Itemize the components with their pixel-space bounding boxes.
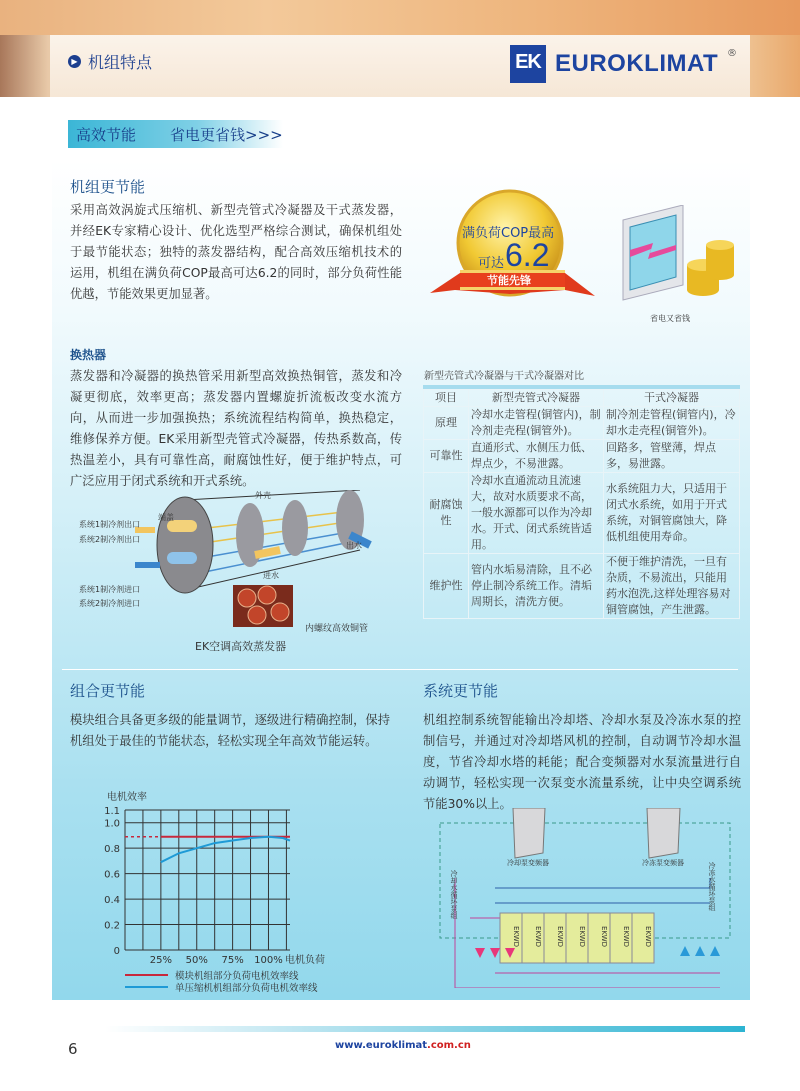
- vfd-right-label: 冷冻泵变频器: [642, 859, 684, 867]
- compare-title: 新型壳管式冷凝器与干式冷凝器对比: [424, 371, 584, 382]
- row-label: 原理: [424, 407, 469, 440]
- ekwd-unit-label: EKWD: [534, 926, 542, 948]
- ekwd-units: [500, 913, 654, 963]
- evaporator-caption: EK空调高效蒸发器: [195, 640, 287, 653]
- legend-label: 单压缩机机组部分负荷电机效率线: [175, 983, 318, 994]
- x-tick-label: 25%: [149, 955, 172, 966]
- y-tick-label: 0: [113, 946, 120, 957]
- badge-line1: 满负荷COP最高: [462, 226, 555, 241]
- cell: 管内水垢易清除，且不必停止制冷系统工作。清垢周期长，清洗方便。: [469, 554, 604, 619]
- x-tick-label: 50%: [185, 955, 208, 966]
- url-main: www.euroklimat: [335, 1040, 428, 1051]
- y-tick-label: 0.4: [104, 895, 120, 907]
- badge-ribbon-text: 节能先锋: [487, 274, 531, 287]
- table-row: [424, 554, 740, 619]
- ekwd-unit-label: EKWD: [512, 926, 520, 948]
- cell: 水系统阻力大，只适用于闭式水系统，如用于开式系统，对铜管腐蚀大，降低机组使用寿命。: [604, 473, 740, 554]
- url-tld: .com.cn: [427, 1040, 471, 1051]
- cell: 回路多，管壁薄，焊点多，易泄露。: [604, 440, 740, 473]
- water-in-arrow-icon: [255, 550, 280, 555]
- pipe-right-label: 冷冻水循环泵组: [708, 862, 716, 911]
- tag-sub: 省电更省钱>>>: [170, 126, 283, 144]
- cell: 冷却水走管程(铜管内)，制冷剂走壳程(铜管外)。: [469, 407, 604, 440]
- section-divider: [62, 669, 738, 670]
- table-header-row: [424, 390, 740, 407]
- ekwd-unit-label: EKWD: [644, 926, 652, 948]
- vfd-left-label: 冷却泵变频器: [507, 859, 549, 867]
- savings-chart-icon: [618, 205, 738, 310]
- table-row: [424, 440, 740, 473]
- badge-prefix: 可达: [478, 256, 505, 271]
- registered-mark: ®: [727, 48, 737, 59]
- exchanger-body: 蒸发器和冷凝器的换热管采用新型高效换热铜管，蒸发和冷凝更彻底，效率更高；蒸发器内置螺旋折流板改变水流方向，从而进一步加强换热；系统流程结构简单，换热稳定，维修保养方便。EK采用新型壳管式冷凝器，传热系数高，传热温差小，具有可靠性高，耐腐蚀性好，便于维护特点，可广泛应用于闭式系统和开式系统。: [70, 369, 402, 488]
- cell: 直通形式、水侧压力低、焊点少，不易泄露。: [469, 440, 604, 473]
- y-tick-label: 0.2: [104, 920, 120, 932]
- exchanger-heading: 换热器: [70, 348, 107, 362]
- label-in2: 系统2制冷剂进口: [79, 599, 141, 608]
- ekwd-unit-label: EKWD: [578, 926, 586, 948]
- combo-heading: 组合更节能: [70, 682, 146, 700]
- play-bullet-icon: ▶: [68, 55, 81, 68]
- ekwd-unit-label: EKWD: [622, 926, 630, 948]
- col-header: 干式冷凝器: [604, 390, 740, 407]
- cell: 不便于维护清洗，一旦有杂质，不易流出，只能用药水泡洗,这样处理容易对铜管腐蚀，产生泄露。: [604, 554, 740, 619]
- label-water-out: 出水: [346, 541, 362, 550]
- chart-ylabel: 电机效率: [107, 792, 147, 803]
- header-sky: [0, 0, 800, 35]
- label-in1: 系统1制冷剂进口: [79, 585, 141, 594]
- row-label: 维护性: [424, 554, 469, 619]
- vfd-right-icon: [647, 808, 680, 858]
- label-out2: 系统2制冷剂出口: [79, 535, 141, 544]
- cell: 冷却水直通流动且流速大，故对水质要求不高，一般水源都可以作为冷却水。开式、闭式系统皆适用。: [469, 473, 604, 554]
- table-row: [424, 473, 740, 554]
- table-row: [424, 407, 740, 440]
- y-tick-label: 0.8: [104, 844, 120, 856]
- ekwd-unit-label: EKWD: [556, 926, 564, 948]
- label-out1: 系统1制冷剂出口: [79, 520, 141, 529]
- brand-logo-mark: EK: [510, 45, 546, 83]
- compare-table: [423, 389, 740, 619]
- y-tick-label: 0.6: [104, 869, 120, 881]
- badge-value: 6.2: [505, 237, 550, 273]
- page-number: 6: [68, 1040, 78, 1058]
- footer-url[interactable]: [335, 1040, 471, 1051]
- col-header: 新型壳管式冷凝器: [469, 390, 604, 407]
- cell: 制冷剂走管程(铜管内)，冷却水走壳程(铜管外)。: [604, 407, 740, 440]
- system-diagram: [435, 808, 735, 988]
- ekwd-unit-label: EKWD: [600, 926, 608, 948]
- system-body: 机组控制系统智能输出冷却塔、冷却水泵及冷冻水泵的控制信号，并通过对冷却塔风机的控制，自动调节冷却水温度，节省冷却水塔的耗能；配合变频器对水泵流量进行自动调节，轻松实现一次泵变水流量系统，让中央空调系统节能30%以上。: [423, 713, 741, 811]
- system-heading: 系统更节能: [423, 682, 499, 700]
- evaporator-illustration: [135, 490, 375, 630]
- savings-caption: 省电又省钱: [650, 314, 690, 323]
- pipe-left-label: 冷却水循环泵组: [450, 870, 458, 919]
- x-axis-label: 电机负荷: [285, 955, 325, 966]
- footer-bar: [105, 1026, 745, 1032]
- unit-body: 采用高效涡旋式压缩机、新型壳管式冷凝器及干式蒸发器，并经EK专家精心设计、优化选型严格综合测试，确保机组处于最节能状态；独特的蒸发器结构，配合高效压缩机技术的运用，机组在满负荷COP最高可达6.2的同时，部分负荷性能优越，节能效果更加显著。: [70, 203, 402, 301]
- row-label: 耐腐蚀性: [424, 473, 469, 554]
- label-water-in: 进水: [263, 571, 279, 580]
- label-cover: 端盖: [158, 513, 174, 522]
- combo-body: 模块组合具备更多级的能量调节，逐级进行精确控制，保持机组处于最佳的节能状态，轻松实现全年高效节能运转。: [70, 713, 390, 748]
- brand-name: EUROKLIMAT: [555, 50, 719, 77]
- col-header: 项目: [424, 390, 469, 407]
- x-tick-label: 100%: [254, 955, 283, 966]
- tag-main: 高效节能: [76, 126, 137, 144]
- legend-label: 模块机组部分负荷电机效率线: [175, 971, 299, 982]
- section-title: 机组特点: [88, 53, 153, 72]
- row-label: 可靠性: [424, 440, 469, 473]
- y-tick-label: 1.1: [104, 806, 120, 817]
- unit-heading: 机组更节能: [70, 178, 146, 196]
- x-tick-label: 75%: [221, 955, 244, 966]
- label-tube: 内螺纹高效铜管: [305, 624, 369, 634]
- label-shell: 外壳: [255, 491, 271, 500]
- y-tick-label: 1.0: [104, 818, 120, 830]
- vfd-left-icon: [513, 808, 545, 858]
